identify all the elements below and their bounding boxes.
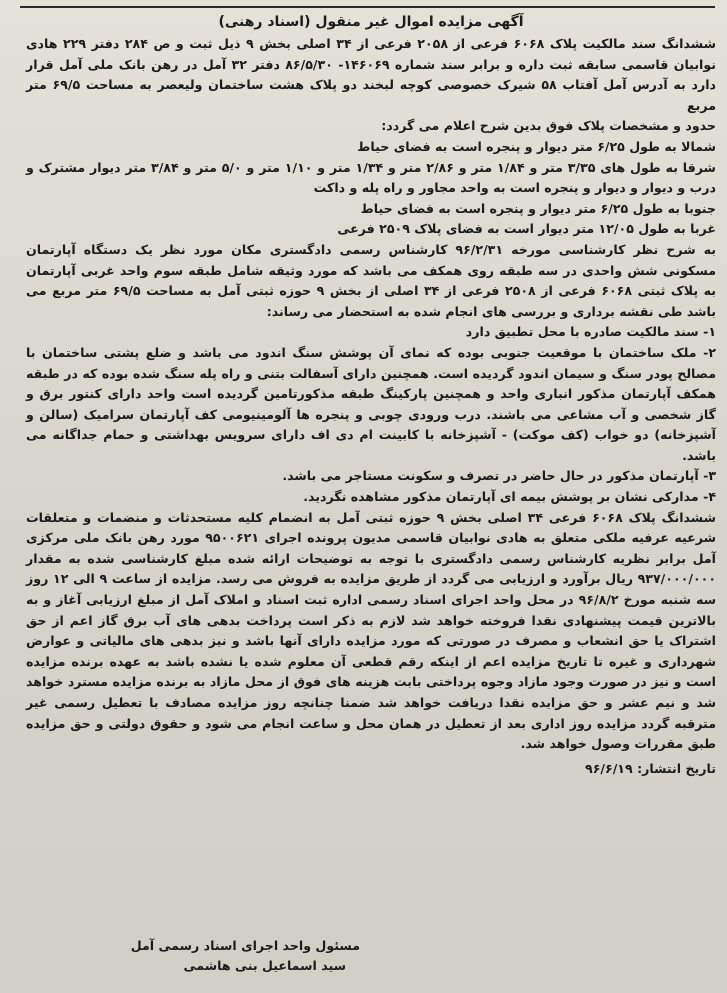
paragraph-south: جنوبا به طول ۶/۲۵ متر دیوار و پنجره است به فضای حیاط — [360, 200, 716, 216]
auction-notice — [26, 12, 716, 779]
top-rule — [20, 6, 715, 8]
notice-title: آگهی مزایده اموال غیر منقول (اسناد رهنی) — [218, 14, 524, 30]
signature-block — [30, 936, 360, 976]
paragraph-boundaries-intro: حدود و مشخصات پلاک فوق بدین شرح اعلام می گردد: — [381, 118, 716, 134]
signature-name: سید اسماعیل بنی هاشمی — [183, 958, 346, 973]
paragraph-property: ششدانگ سند مالکیت پلاک ۶۰۶۸ فرعی از ۲۰۵۸ فرعی از ۳۴ اصلی بخش ۹ ذیل ثبت و ص ۲۸۴ دفتر ۲۲۹ هادی نوابیان قاسمی سابقه ثبت داره و برابر سند شماره ۱۴۶۰۶۹- ۸۶/۵/۳۰ دفتر ۳۲ آمل در رهن بانک ملی آمل قرار دارد به آدرس آمل آفتاب ۵۸ شیرک خصوصی کوچه لبخند دو پلاک هشت ساختمان ولیعصر به مساحت ۶۹/۵ متر مربع — [26, 36, 716, 113]
paragraph-east: شرقا به طول های ۳/۳۵ متر و ۱/۸۴ متر و ۲/۸۶ متر و ۱/۳۴ متر و ۱/۱۰ متر و ۵/۰ متر و ۳/۸۴ متر دیوار مشترک و درب و دیوار و دیوار و پنجره است به واحد مجاور و راه پله و داکت — [26, 159, 716, 196]
paragraph-auction-terms: ششدانگ پلاک ۶۰۶۸ فرعی ۳۴ اصلی بخش ۹ حوزه ثبتی آمل به انضمام کلیه مستحدثات و منضمات و متعلقات شرعیه عرفیه ملکی متعلق به هادی نوابیان قاسمی مدیون پرونده اجرای ۹۵۰۰۶۲۱ مورد رهن بانک ملی مرکزی آمل برابر نظریه کارشناس رسمی دادگستری با توجه به توضیحات ارائه شده مبلغ کارشناسی شده به مقدار ۹۳۷/۰۰۰/۰۰۰ ریال برآورد و ارزیابی می گردد از طریق مزایده به فروش می رسد. مزایده از ساعت ۹ الی ۱۲ روز سه شنبه مورخ ۹۶/۸/۲ در محل واحد اجرای اسناد رسمی اداره ثبت اسناد و املاک آمل از مبلغ ارزیابی آغاز و به بالاترین قیمت پیشنهادی نقدا فروخته خواهد شد لازم به ذکر است پرداخت بدهی های آب برق گاز اعم از حق اشتراک یا حق انشعاب و مصرف در صورتی که مورد مزایده دارای آنها باشد و نیز بدهی های مالیاتی و عوارض شهرداری و غیره تا تاریخ مزایده اعم از اینکه رقم قطعی آن معلوم شده یا نشده باشد به عهده برنده مزایده است و نیز در صورت وجود مازاد وجوه پرداختی بابت هزینه های فوق از محل مازاد به برنده مزایده مسترد خواهد شد و نیم عشر و حق مزایده نقدا دریافت خواهد شد ضمنا چنانچه روز مزایده مصادف با تعطیل رسمی غیر مترقبه گردد مزایده روز اداری بعد از تعطیل در همان محل و ساعت انجام می شود و حقوق دولتی و حق مزایده طبق مقررات وصول خواهد شد. — [26, 509, 717, 752]
paragraph-west: غربا به طول ۱۲/۰۵ متر دیوار است به فضای پلاک ۲۵۰۹ فرعی — [337, 221, 716, 237]
paragraph-item-3: ۳- آپارتمان مذکور در حال حاضر در تصرف و سکونت مستاجر می باشد. — [282, 468, 716, 484]
signature-title: مسئول واحد اجرای اسناد رسمی آمل — [130, 938, 360, 953]
paragraph-expert-opinion: به شرح نظر کارشناسی مورخه ۹۶/۲/۳۱ کارشناس رسمی دادگستری مکان مورد نظر یک دستگاه آپارتمان مسکونی شش واحدی در سه طبقه روی همکف می باشد که مورد وثیقه شامل طبقه سوم واحد غربی آپارتمان به پلاک ثبتی ۶۰۶۸ فرعی از ۲۵۰۸ فرعی از ۳۴ اصلی از بخش ۹ حوزه ثبتی آمل به مساحت ۶۹/۵ متر مربع می باشد طی نقشه برداری و بررسی های انجام شده به استحضار می رساند: — [26, 241, 716, 319]
publish-date: تاریخ انتشار: ۹۶/۶/۱۹ — [585, 760, 716, 776]
paragraph-item-2: ۲- ملک ساختمان با موقعیت جنوبی بوده که نمای آن پوشش سنگ اندود می باشد و ضلع پشتی ساختمان با مصالح پودر سنگ و سیمان اندود گردیده است. همچنین دارای آسفالت بتنی و راه پله سنگ شده بوده که در طبقه همکف آپارتمان مذکور انباری واحد و همچنین پارکینگ طبقه مذکورتامین گردیده است واحد دارای کنتور برق و گاز شخصی و آب مشاعی می باشند. درب ورودی چوبی و پنجره ها آلومینیومی کف آپارتمان سرامیک (سالن و آشپزخانه) دو خواب (کف موکت) - آشپزخانه با کابینت ام دی اف دارای سرویس بهداشتی و حمام جداگانه می باشد. — [26, 344, 716, 463]
paragraph-north: شمالا به طول ۶/۲۵ متر دیوار و پنجره است به فضای حیاط — [357, 138, 716, 154]
paragraph-item-4: ۴- مدارکی نشان بر پوشش بیمه ای آپارتمان مذکور مشاهده نگردید. — [303, 489, 716, 505]
paragraph-item-1: ۱- سند مالکیت صادره با محل تطبیق دارد — [465, 324, 716, 340]
